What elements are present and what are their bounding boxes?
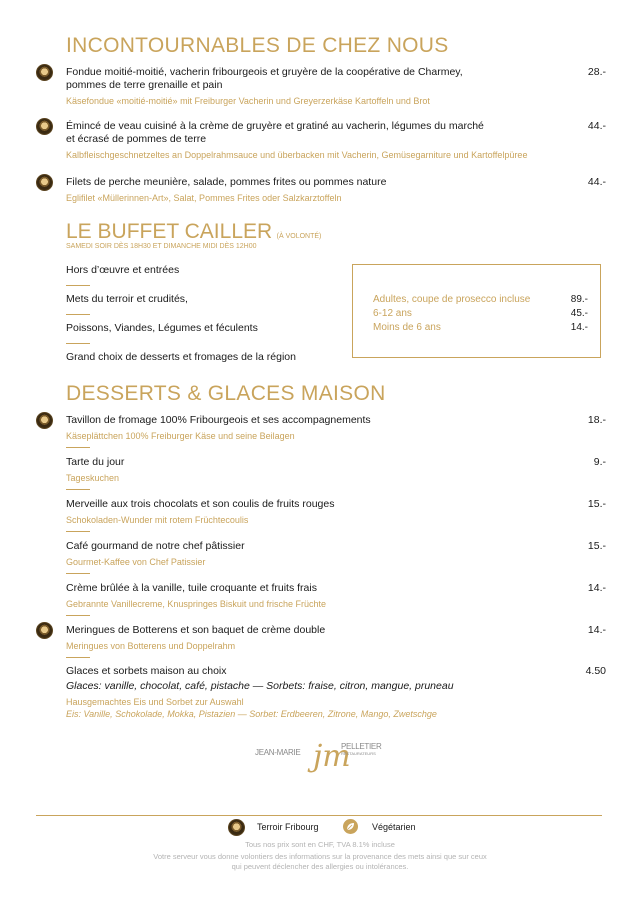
jm-pelletier-logo [255,738,395,788]
price-row [373,322,588,333]
logo-monogram: jm [313,739,351,774]
price-label: Adultes, coupe de prosecco incluse [373,294,531,305]
section-title-buffet: LE BUFFET CAILLER [66,220,273,243]
price-row [373,308,588,319]
buffet-item: Mets du terroir et crudités, [66,293,188,305]
divider [66,531,90,532]
item-translation: Schokoladen-Wunder mit rotem Früchtecoulis [66,515,249,525]
divider [66,447,90,448]
section-title-incontournables: INCONTOURNABLES DE CHEZ NOUS [66,34,449,57]
menu-item [66,582,606,610]
divider [66,657,90,658]
terroir-badge-icon [36,622,53,639]
footer-prices-note: Tous nos prix sont en CHF, TVA 8.1% incluse [245,840,395,849]
footer-allergy-note-cont: qui peuvent déclencher des allergies ou intolérances. [231,862,409,871]
divider [66,615,90,616]
item-translation: Tageskuchen [66,473,120,483]
logo-text-left: JEAN-MARIE [255,748,301,757]
item-price: 15.- [587,540,606,552]
price-row [373,294,588,305]
item-translation: Kalbfleischgeschnetzeltes an Doppelrahmsauce und überbacken mit Vacherin, Gemüsegarniture und Kartoffelpüree [66,150,528,160]
item-price: 18.- [587,414,606,426]
item-price: 4.50 [585,665,606,677]
footer-allergy-note: Votre serveur vous donne volontiers des informations sur la provenance des mets ainsi que sur ceux [153,852,487,861]
item-name: Glaces et sorbets maison au choix [66,665,227,677]
menu-item [66,624,606,652]
menu-item [66,176,606,204]
price-value: 45.- [570,308,588,319]
section-title-desserts: DESSERTS & GLACES MAISON [66,382,386,405]
item-translation: Hausgemachtes Eis und Sorbet zur Auswahl [66,697,244,707]
terroir-badge-icon [36,64,53,81]
item-name: Émincé de veau cuisiné à la crème de gruyère et gratiné au vacherin, légumes du marché [66,120,484,132]
divider [66,285,90,286]
menu-item [66,66,606,107]
terroir-badge-icon [228,819,245,836]
item-price: 9.- [593,456,606,468]
divider [66,314,90,315]
item-name: Tarte du jour [66,456,125,468]
item-translation: Käsefondue «moitié-moitié» mit Freiburger Vacherin und Greyerzerkäse Kartoffeln und Brot [66,96,430,106]
item-translation: Käseplättchen 100% Freiburger Käse und seine Beilagen [66,431,295,441]
item-price: 44.- [587,120,606,132]
item-translation: Gourmet-Kaffee von Chef Patissier [66,557,206,567]
menu-item [66,414,606,442]
menu-item [66,498,606,526]
price-label: Moins de 6 ans [373,322,441,333]
item-price: 28.- [587,66,606,78]
menu-item [66,120,606,161]
menu-item [66,456,606,484]
menu-item-glaces [66,665,606,720]
buffet-schedule: SAMEDI SOIR DÈS 18H30 ET DIMANCHE MIDI DÈS 12H00 [66,243,257,250]
divider [66,343,90,344]
item-price: 14.- [587,624,606,636]
buffet-price-box [352,264,601,358]
terroir-badge-icon [36,412,53,429]
item-name: Merveille aux trois chocolats et son coulis de fruits rouges [66,498,335,510]
terroir-badge-icon [36,118,53,135]
item-price: 15.- [587,498,606,510]
buffet-header [66,220,321,244]
legend-terroir: Terroir Fribourg [257,822,319,832]
item-name: Fondue moitié-moitié, vacherin fribourgeois et gruyère de la coopérative de Charmey, [66,66,463,78]
item-price: 44.- [587,176,606,188]
divider [66,573,90,574]
price-label: 6-12 ans [373,308,412,319]
buffet-item: Hors d’œuvre et entrées [66,264,180,276]
item-name: Tavillon de fromage 100% Fribourgeois et ses accompagnements [66,414,371,426]
item-translation: Eglifilet «Müllerinnen-Art», Salat, Pommes Frites oder Salzkarztoffeln [66,193,342,203]
item-name-cont: pommes de terre grenaille et pain [66,79,223,91]
divider [66,489,90,490]
item-name-cont: et écrasé de pommes de terre [66,133,207,145]
item-name: Café gourmand de notre chef pâtissier [66,540,245,552]
price-value: 89.- [570,294,588,305]
terroir-badge-icon [36,174,53,191]
item-translation: Gebrannte Vanillecreme, Knuspringes Biskuit und frische Früchte [66,599,326,609]
footer-divider [36,815,602,816]
item-translation-detail: Eis: Vanille, Schokolade, Mokka, Pistazien — Sorbet: Erdbeeren, Zitrone, Mango, Zwetschge [66,709,437,719]
logo-text-right: PELLETIER [341,742,382,751]
item-price: 14.- [587,582,606,594]
buffet-item: Grand choix de desserts et fromages de la région [66,351,296,363]
item-name: Meringues de Botterens et son baquet de crème double [66,624,326,636]
item-translation: Meringues von Botterens und Doppelrahm [66,641,236,651]
leaf-icon [343,819,358,834]
item-name: Crème brûlée à la vanille, tuile croquante et fruits frais [66,582,317,594]
menu-item [66,540,606,568]
buffet-note: (À VOLONTÉ) [276,233,322,240]
item-detail: Glaces: vanille, chocolat, café, pistache — Sorbets: fraise, citron, mangue, pruneau [66,680,454,692]
buffet-item: Poissons, Viandes, Légumes et féculents [66,322,258,334]
item-name: Filets de perche meunière, salade, pommes frites ou pommes nature [66,176,387,188]
price-value: 14.- [570,322,588,333]
logo-subtext: RESTAURATEURS [341,751,376,756]
legend-vegetarian: Végétarien [372,822,416,832]
